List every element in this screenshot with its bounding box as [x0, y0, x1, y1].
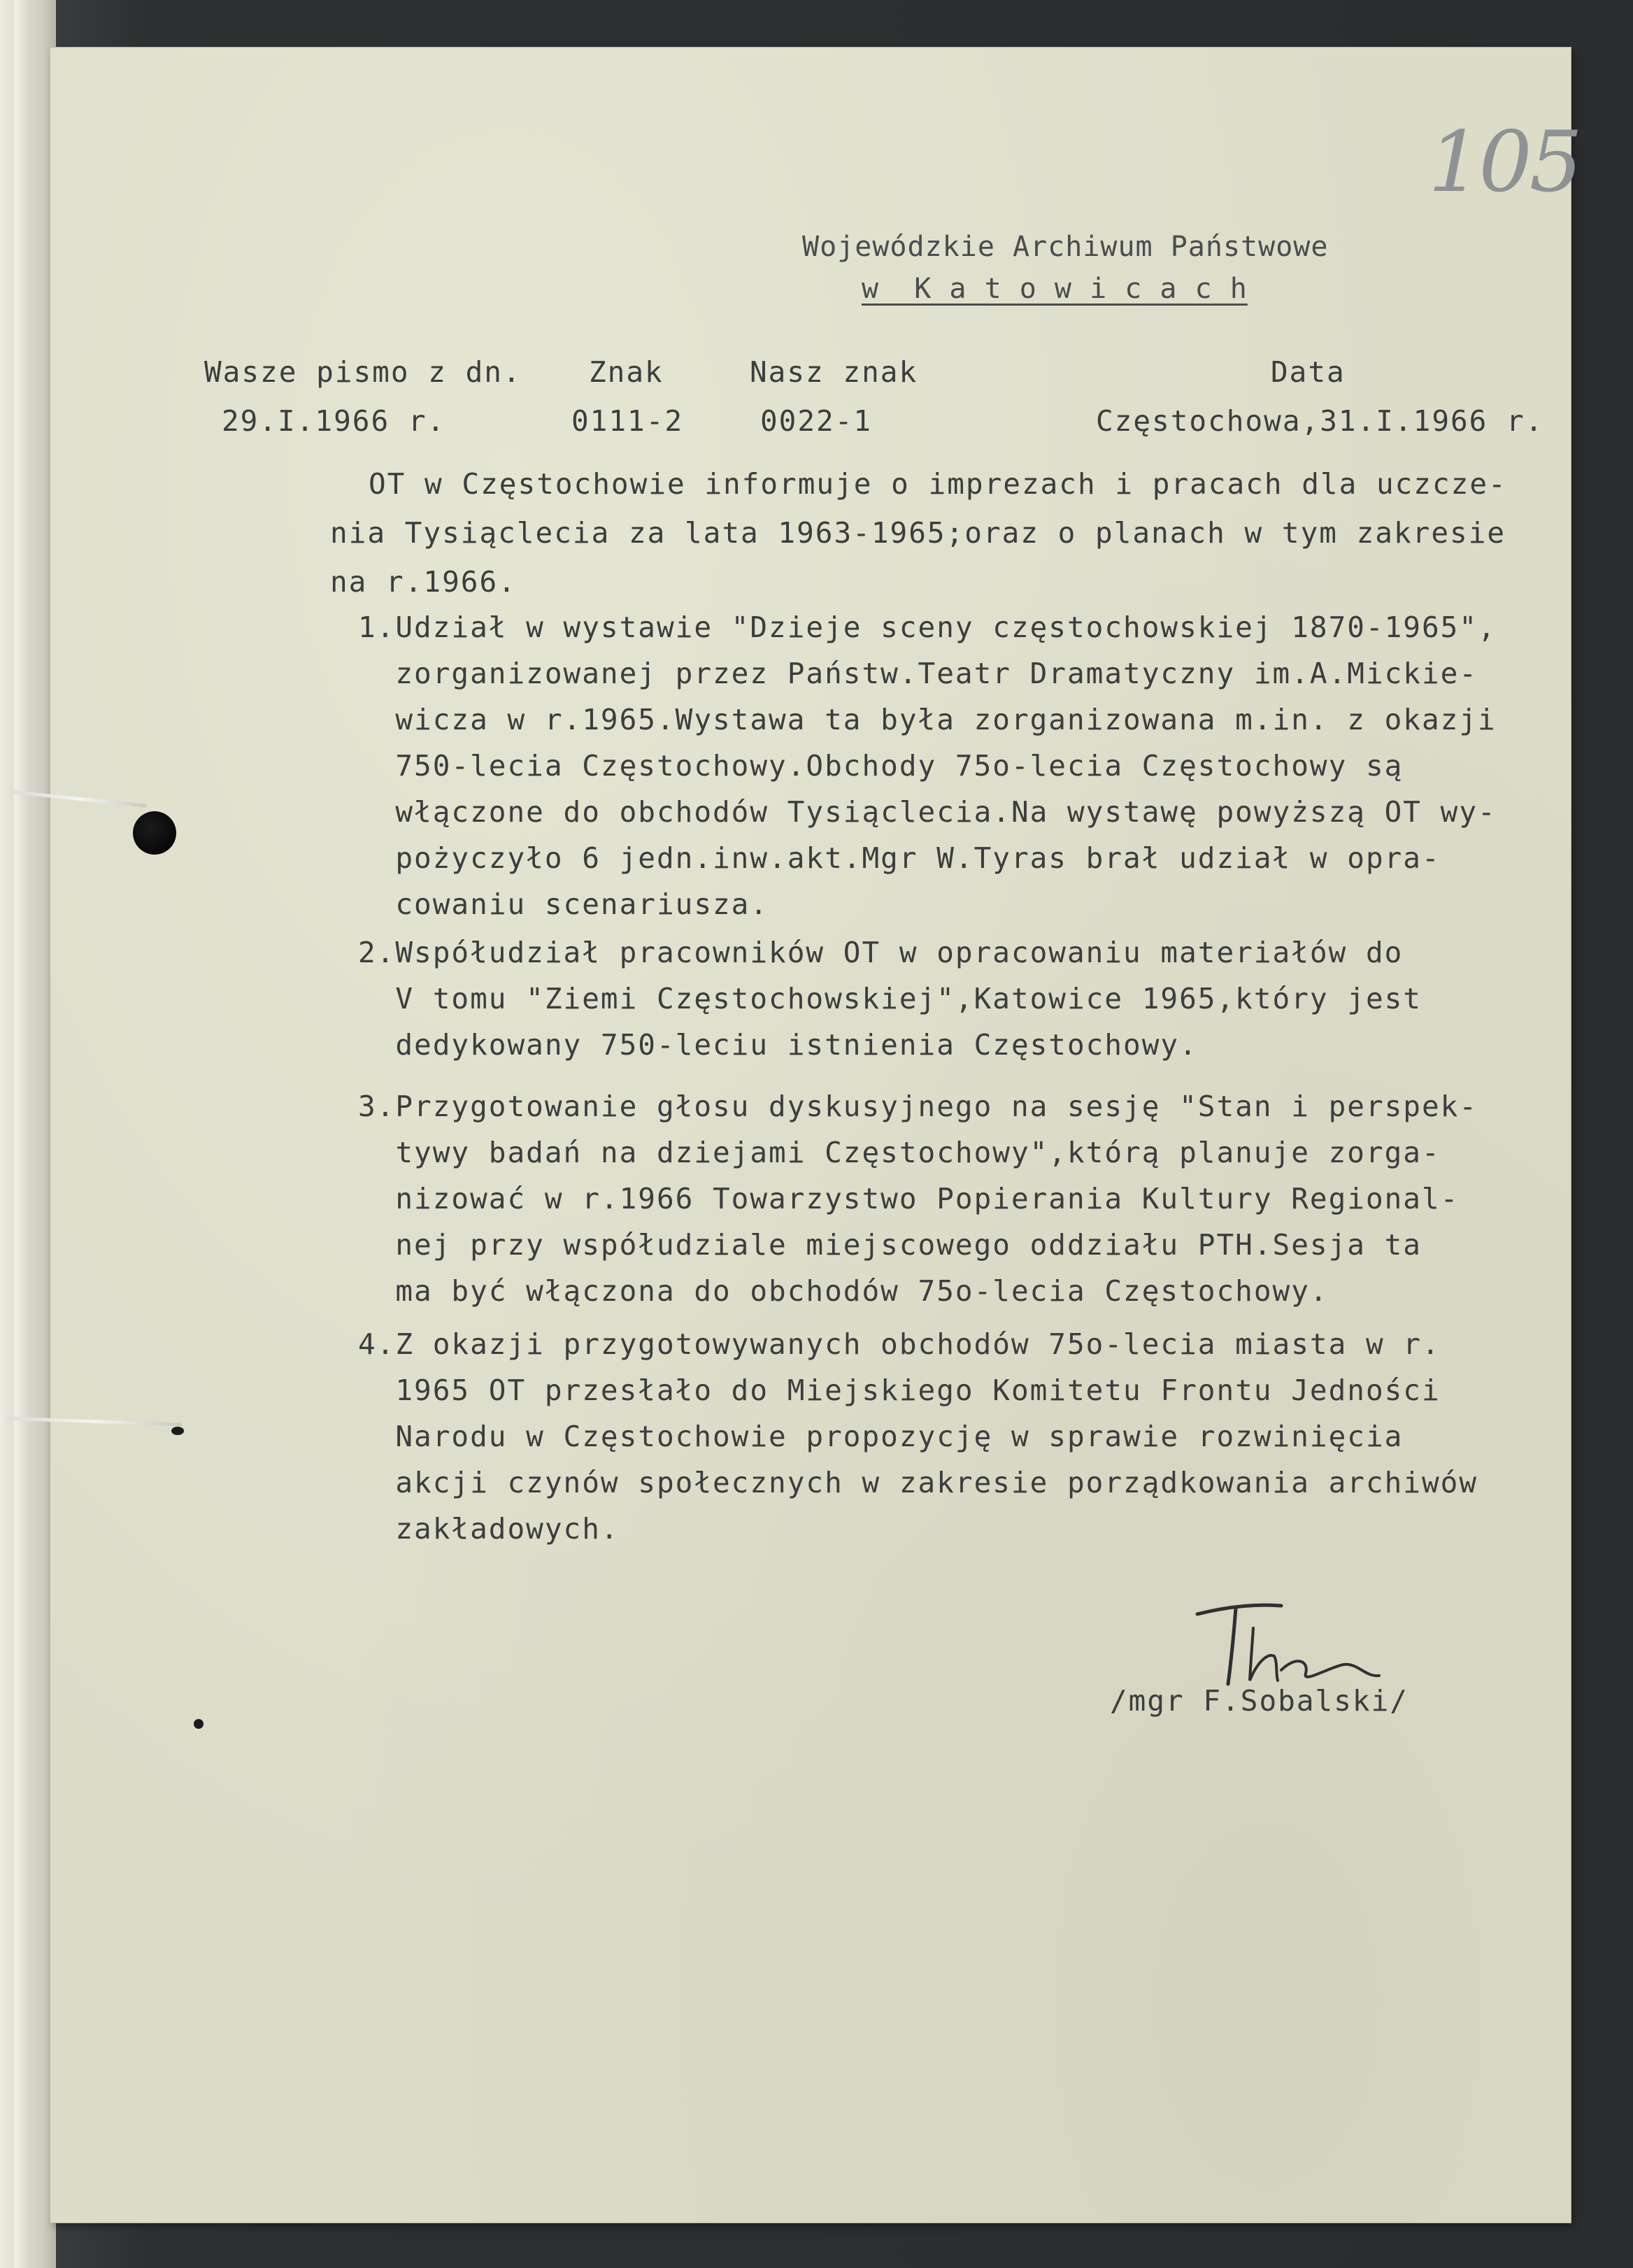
- item-4-line: zakładowych.: [358, 1512, 620, 1546]
- your-letter-date: 29.I.1966 r.: [222, 404, 446, 438]
- item-2-line: dedykowany 750-leciu istnienia Częstochowy.: [358, 1028, 1198, 1062]
- binding-edge: [0, 0, 56, 2268]
- item-3-line: nizować w r.1966 Towarzystwo Popierania Kultury Regional-: [358, 1182, 1460, 1215]
- intro-line: na r.1966.: [330, 565, 517, 599]
- intro-line: OT w Częstochowie informuje o imprezach i pracach dla uczcze-: [369, 467, 1507, 501]
- letter-page: [50, 48, 1581, 2223]
- item-1-line: zorganizowanej przez Państw.Teatr Dramatyczny im.A.Mickie-: [358, 657, 1478, 690]
- your-letter-label: Wasze pismo z dn.: [204, 355, 522, 389]
- sign-value: 0111-2: [571, 404, 684, 438]
- item-3-line: nej przy współudziale miejscowego oddziału PTH.Sesja ta: [358, 1228, 1422, 1262]
- sign-label: Znak: [589, 355, 664, 389]
- item-3-line: tywy badań na dziejami Częstochowy",którą planuje zorga-: [358, 1136, 1441, 1169]
- item-3-line: 3.Przygotowanie głosu dyskusyjnego na sesję "Stan i perspek-: [358, 1090, 1478, 1123]
- item-4-line: akcji czynów społecznych w zakresie porządkowania archiwów: [358, 1466, 1478, 1499]
- item-1-line: pożyczyło 6 jedn.inw.akt.Mgr W.Tyras brał udział w opra-: [358, 841, 1441, 875]
- item-4-line: 1965 OT przesłało do Miejskiego Komitetu Frontu Jedności: [358, 1374, 1441, 1407]
- signatory-name: /mgr F.Sobalski/: [1110, 1684, 1409, 1718]
- letterhead-line-1: Wojewódzkie Archiwum Państwowe: [802, 231, 1329, 263]
- item-4-line: Narodu w Częstochowie propozycję w sprawie rozwinięcia: [358, 1420, 1404, 1453]
- item-1-line: 1.Udział w wystawie "Dzieje sceny częstochowskiej 1870-1965",: [358, 611, 1497, 644]
- folio-number: 105: [1428, 114, 1581, 211]
- item-1-line: 750-lecia Częstochowy.Obchody 75o-lecia Częstochowy są: [358, 749, 1404, 783]
- our-sign-value: 0022-1: [760, 404, 873, 438]
- punch-hole-top: [133, 811, 176, 855]
- item-1-line: cowaniu scenariusza.: [358, 887, 769, 921]
- our-sign-label: Nasz znak: [750, 355, 918, 389]
- item-3-line: ma być włączona do obchodów 75o-lecia Częstochowy.: [358, 1274, 1329, 1308]
- item-1-line: wicza w r.1965.Wystawa ta była zorganizowana m.in. z okazji: [358, 703, 1497, 736]
- item-4-line: 4.Z okazji przygotowywanych obchodów 75o-lecia miasta w r.: [358, 1327, 1441, 1361]
- string-knot: [171, 1427, 184, 1435]
- item-1-line: włączone do obchodów Tysiąclecia.Na wystawę powyższą OT wy-: [358, 795, 1497, 829]
- ink-speck: [194, 1719, 204, 1729]
- date-label: Data: [1271, 355, 1346, 389]
- item-2-line: 2.Współudział pracowników OT w opracowaniu materiałów do: [358, 936, 1404, 969]
- place-date: Częstochowa,31.I.1966 r.: [1096, 404, 1544, 438]
- intro-line: nia Tysiąclecia za lata 1963-1965;oraz o planach w tym zakresie: [330, 516, 1506, 550]
- item-2-line: V tomu "Ziemi Częstochowskiej",Katowice 1965,który jest: [358, 982, 1422, 1015]
- letterhead-line-2: w K a t o w i c a c h: [862, 273, 1248, 305]
